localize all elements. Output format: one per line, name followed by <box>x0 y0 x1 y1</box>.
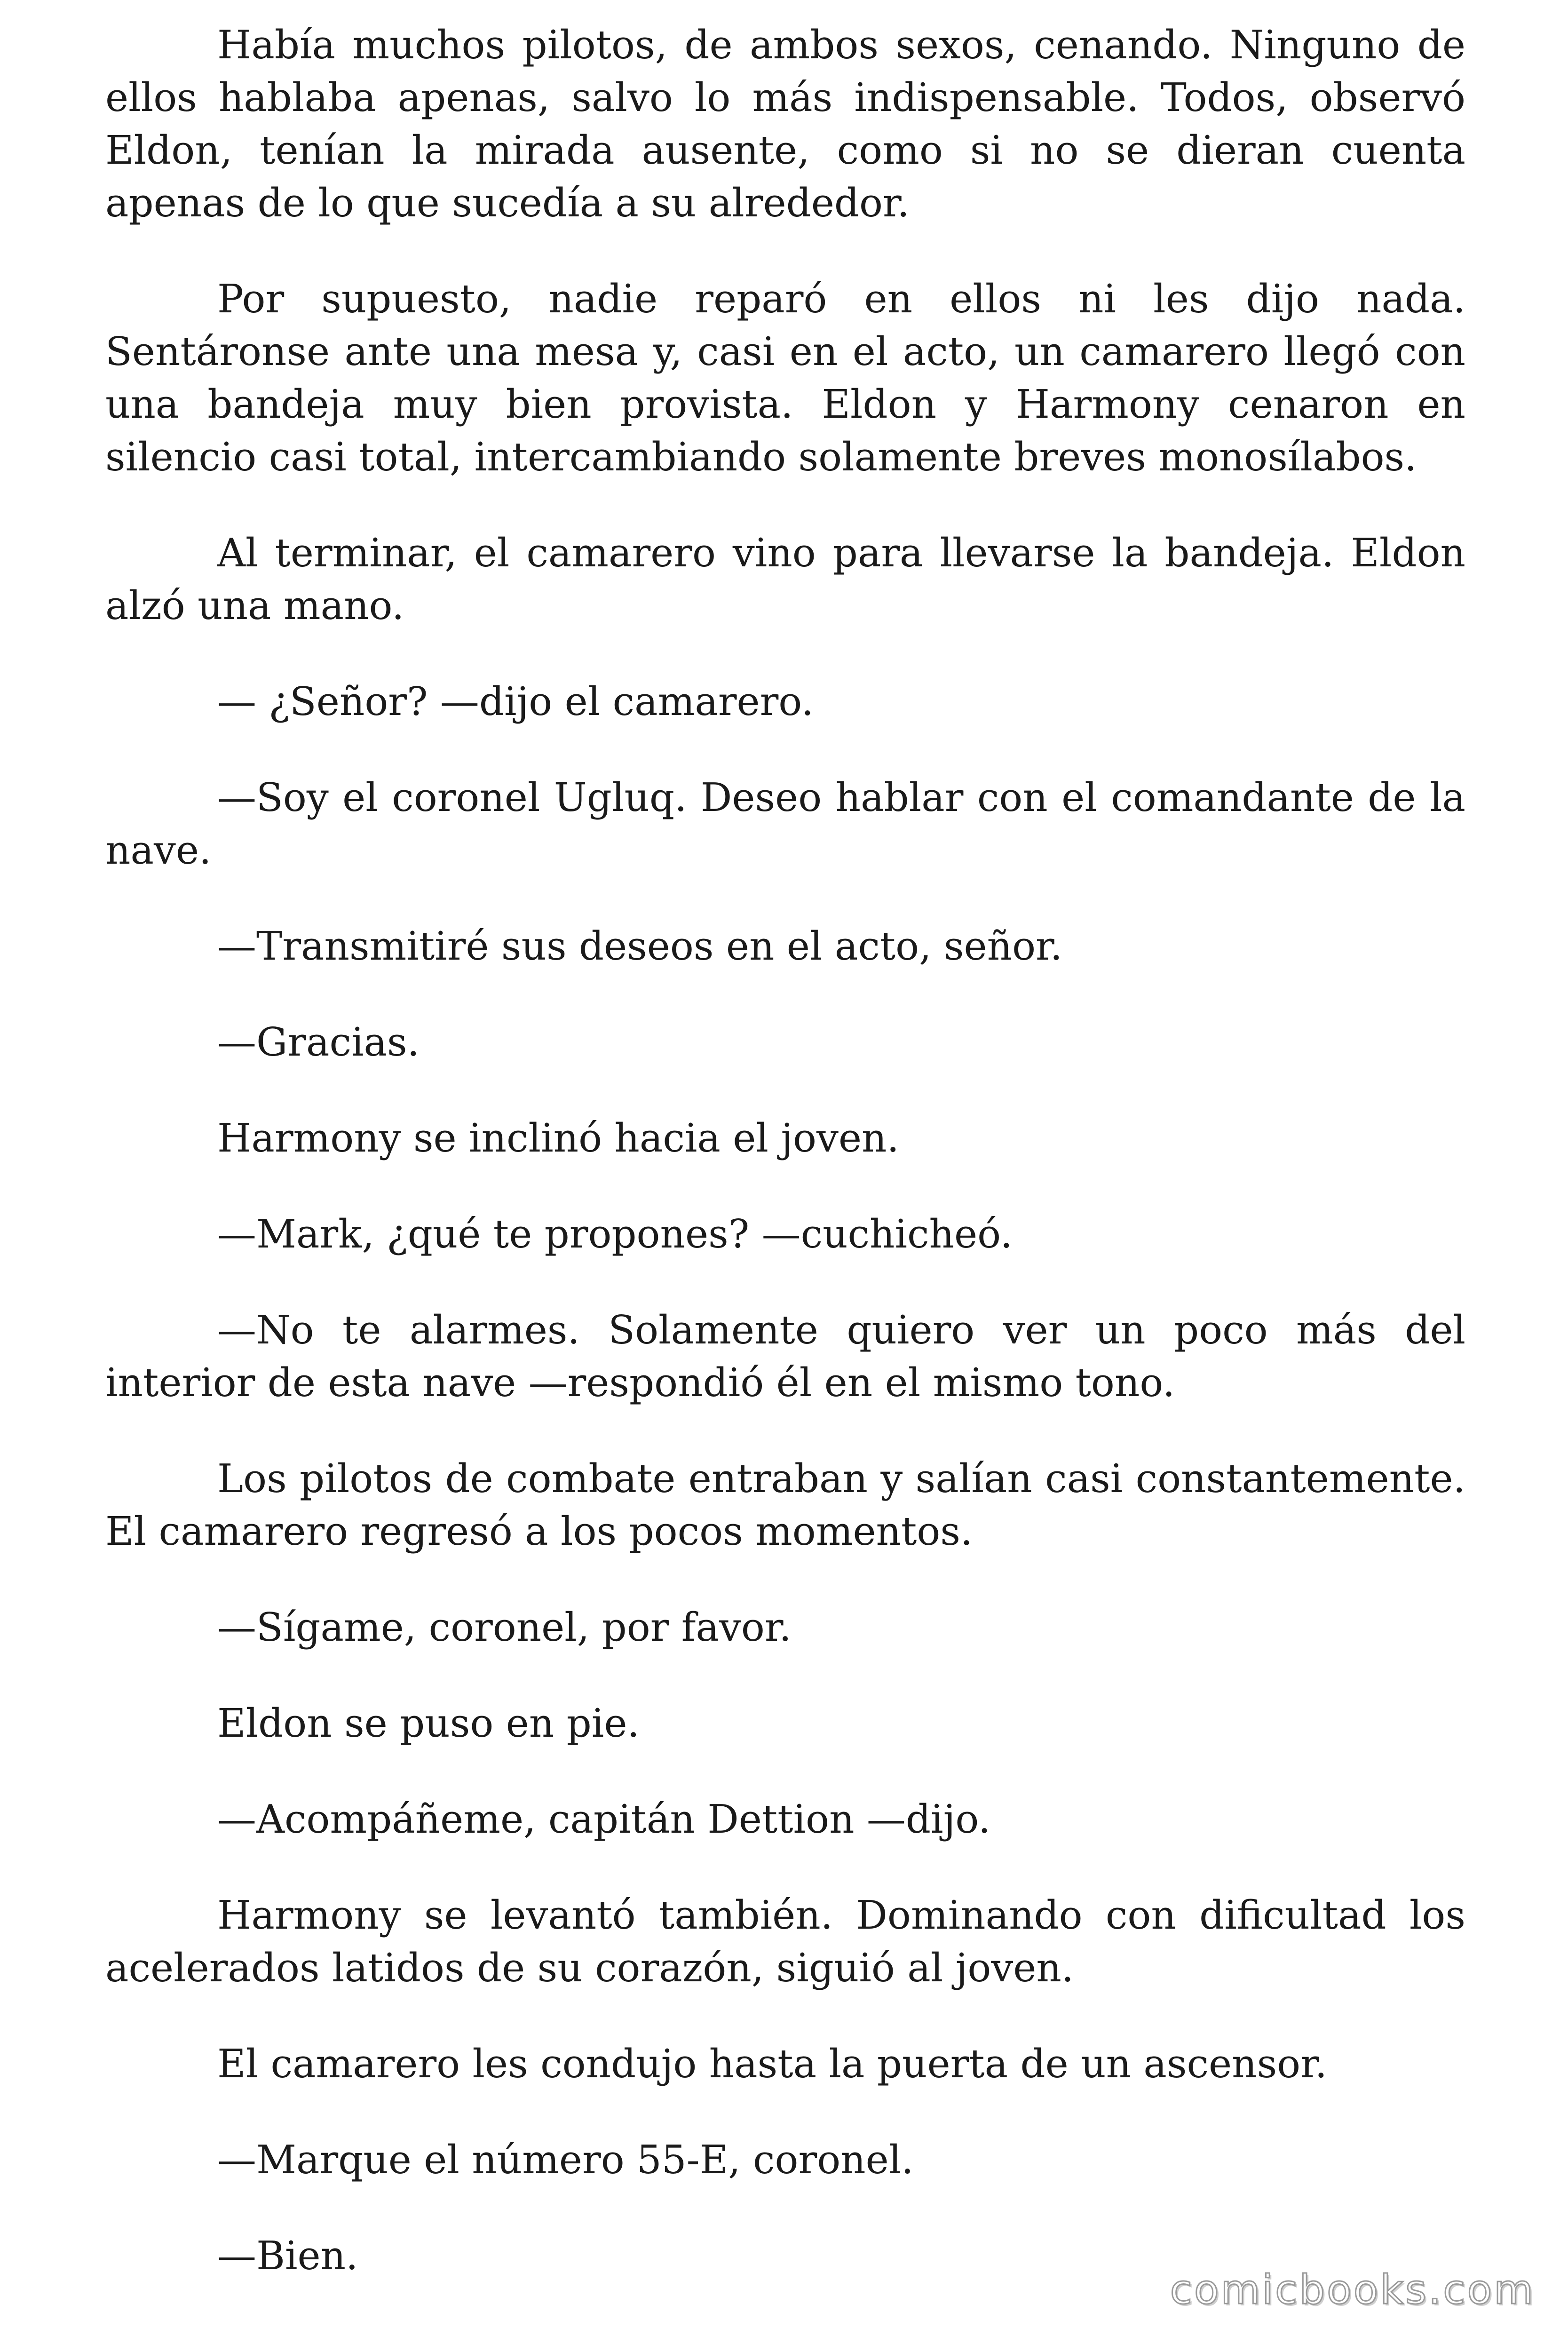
paragraph: —Acompáñeme, capitán Dettion —dijo. <box>217 1796 991 1842</box>
paragraph: — ¿Señor? —dijo el camarero. <box>217 679 814 724</box>
paragraph: —Mark, ¿qué te propones? —cuchicheó. <box>217 1211 1013 1257</box>
paragraph: —Transmitiré sus deseos en el acto, señor. <box>217 923 1062 969</box>
paragraph: Eldon se puso en pie. <box>217 1700 640 1746</box>
paragraph: Los pilotos de combate entraban y salían casi constantemente. El camarero regresó a los pocos momentos. <box>105 1456 1465 1554</box>
paragraph: Harmony se levantó también. Dominando con dificultad los acelerados latidos de su corazón, siguió al joven. <box>105 1892 1465 1991</box>
paragraph: El camarero les condujo hasta la puerta de un ascensor. <box>217 2041 1328 2087</box>
paragraph: —Gracias. <box>217 1019 420 1065</box>
book-page-text <box>105 19 1465 2282</box>
paragraph: —Bien. <box>217 2233 358 2279</box>
paragraph: —Sígame, coronel, por favor. <box>217 1605 792 1650</box>
paragraph: —Soy el coronel Ugluq. Deseo hablar con el comandante de la nave. <box>105 775 1465 873</box>
paragraph: Al terminar, el camarero vino para llevarse la bandeja. Eldon alzó una mano. <box>105 530 1465 628</box>
paragraph: —No te alarmes. Solamente quiero ver un poco más del interior de esta nave —respondió él en el mismo tono. <box>105 1307 1465 1406</box>
paragraph: —Marque el número 55-E, coronel. <box>217 2137 914 2183</box>
paragraph: Había muchos pilotos, de ambos sexos, cenando. Ninguno de ellos hablaba apenas, salvo lo más indispensable. Todos, observó Eldon, tenían la mirada ausente, como si no se dieran cuenta apenas de lo que sucedía a su alrededor. <box>105 22 1465 226</box>
paragraph: Harmony se inclinó hacia el joven. <box>217 1115 899 1161</box>
paragraph: Por supuesto, nadie reparó en ellos ni les dijo nada. Sentáronse ante una mesa y, casi en el acto, un camarero llegó con una bandeja muy bien provista. Eldon y Harmony cenaron en silencio casi total, intercambiando solamente breves monosílabos. <box>105 276 1465 480</box>
watermark: comicbooks.com <box>1170 2266 1535 2313</box>
